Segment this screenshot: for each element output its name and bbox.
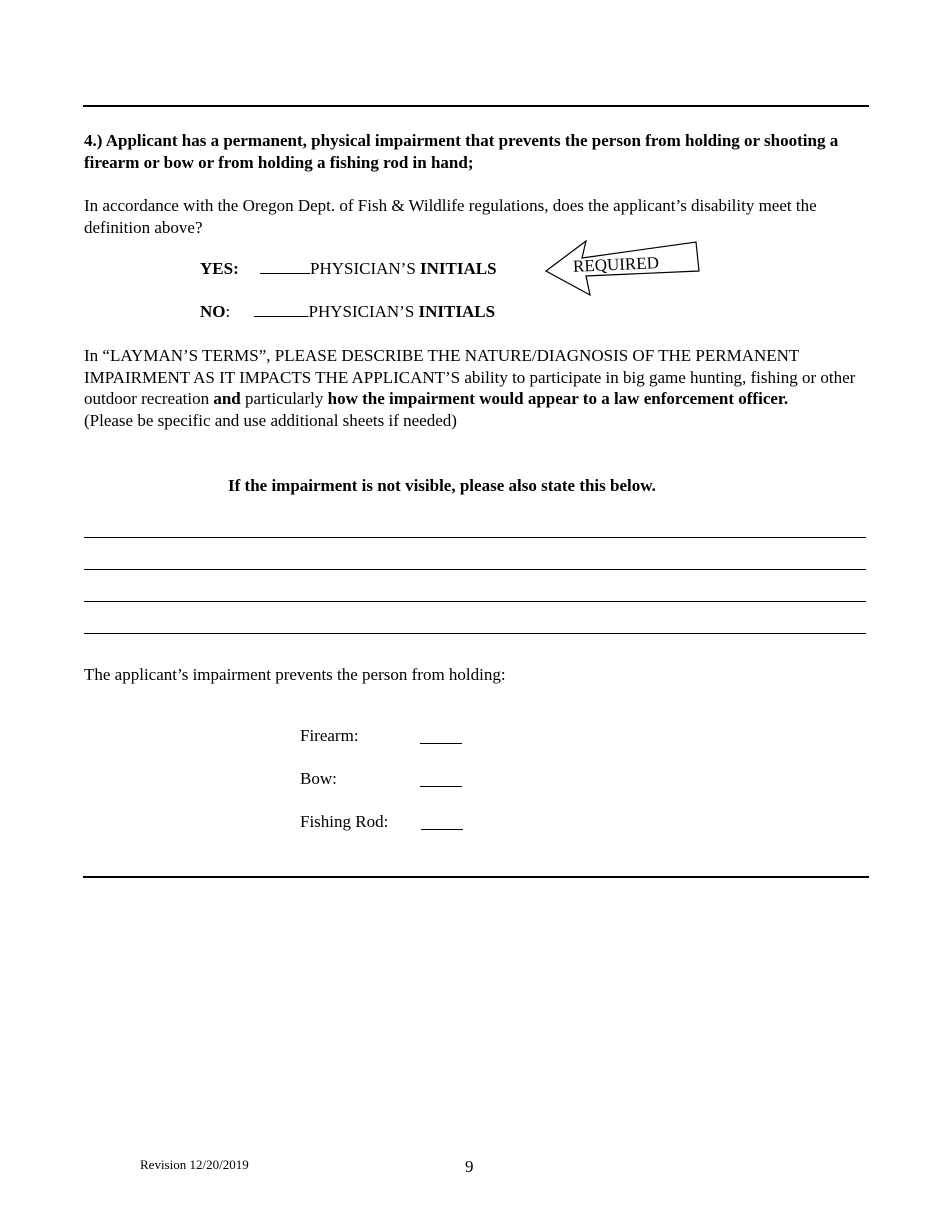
option-firearm-blank[interactable] [420, 743, 462, 744]
describe-and: and [213, 389, 241, 408]
describe-bold: how the impairment would appear to a law enforcement officer. [327, 389, 789, 408]
question-intro: In accordance with the Oregon Dept. of Fish & Wildlife regulations, does the applicant’s disability meet the definition above? [84, 196, 817, 237]
describe-note: (Please be specific and use additional sheets if needed) [84, 410, 457, 430]
answer-line[interactable] [84, 633, 866, 634]
required-arrow [544, 238, 704, 307]
bottom-rule [83, 876, 869, 878]
describe-text-1: In “LAYMAN’S TERMS”, PLEASE DESCRIBE THE NATURE/DIAGNOSIS OF THE PERMANENT IMPAIRMENT AS IT IMPACTS THE APPLICANT’S ability to participate in big game hunting, fishing or other outdoor recreation [84, 346, 856, 408]
top-rule [83, 105, 869, 107]
yes-row [200, 258, 497, 280]
option-fishing-rod-blank[interactable] [421, 829, 463, 830]
not-visible-instruction: If the impairment is not visible, please also state this below. [228, 476, 656, 495]
revision-date: Revision 12/20/2019 [140, 1157, 249, 1172]
yes-label: YES: [200, 259, 239, 278]
prevents-label: The applicant’s impairment prevents the person from holding: [84, 665, 506, 684]
option-fishing-rod-label: Fishing Rod: [300, 812, 389, 831]
answer-line[interactable] [84, 601, 866, 602]
required-label: REQUIRED [572, 253, 660, 276]
no-initials-label: INITIALS [418, 302, 496, 321]
no-physician-text: PHYSICIAN’S [308, 302, 419, 321]
yes-initials-label: INITIALS [420, 259, 497, 278]
describe-text-2: particularly [240, 389, 328, 408]
describe-instructions [84, 345, 874, 431]
question-heading: 4.) Applicant has a permanent, physical impairment that prevents the person from holding or shooting a firearm or bow or from holding a fishing rod in hand; [84, 131, 839, 172]
answer-line[interactable] [84, 569, 866, 570]
yes-initials-blank[interactable] [260, 259, 310, 274]
no-row [200, 301, 495, 323]
option-bow-blank[interactable] [420, 786, 462, 787]
option-firearm-label: Firearm: [300, 726, 359, 745]
page-number: 9 [465, 1157, 474, 1176]
no-colon: : [225, 302, 231, 321]
yes-physician-text: PHYSICIAN’S [309, 259, 421, 278]
option-bow-label: Bow: [300, 769, 337, 788]
answer-line[interactable] [84, 537, 866, 538]
no-label: NO [200, 302, 226, 321]
no-initials-blank[interactable] [254, 302, 308, 317]
